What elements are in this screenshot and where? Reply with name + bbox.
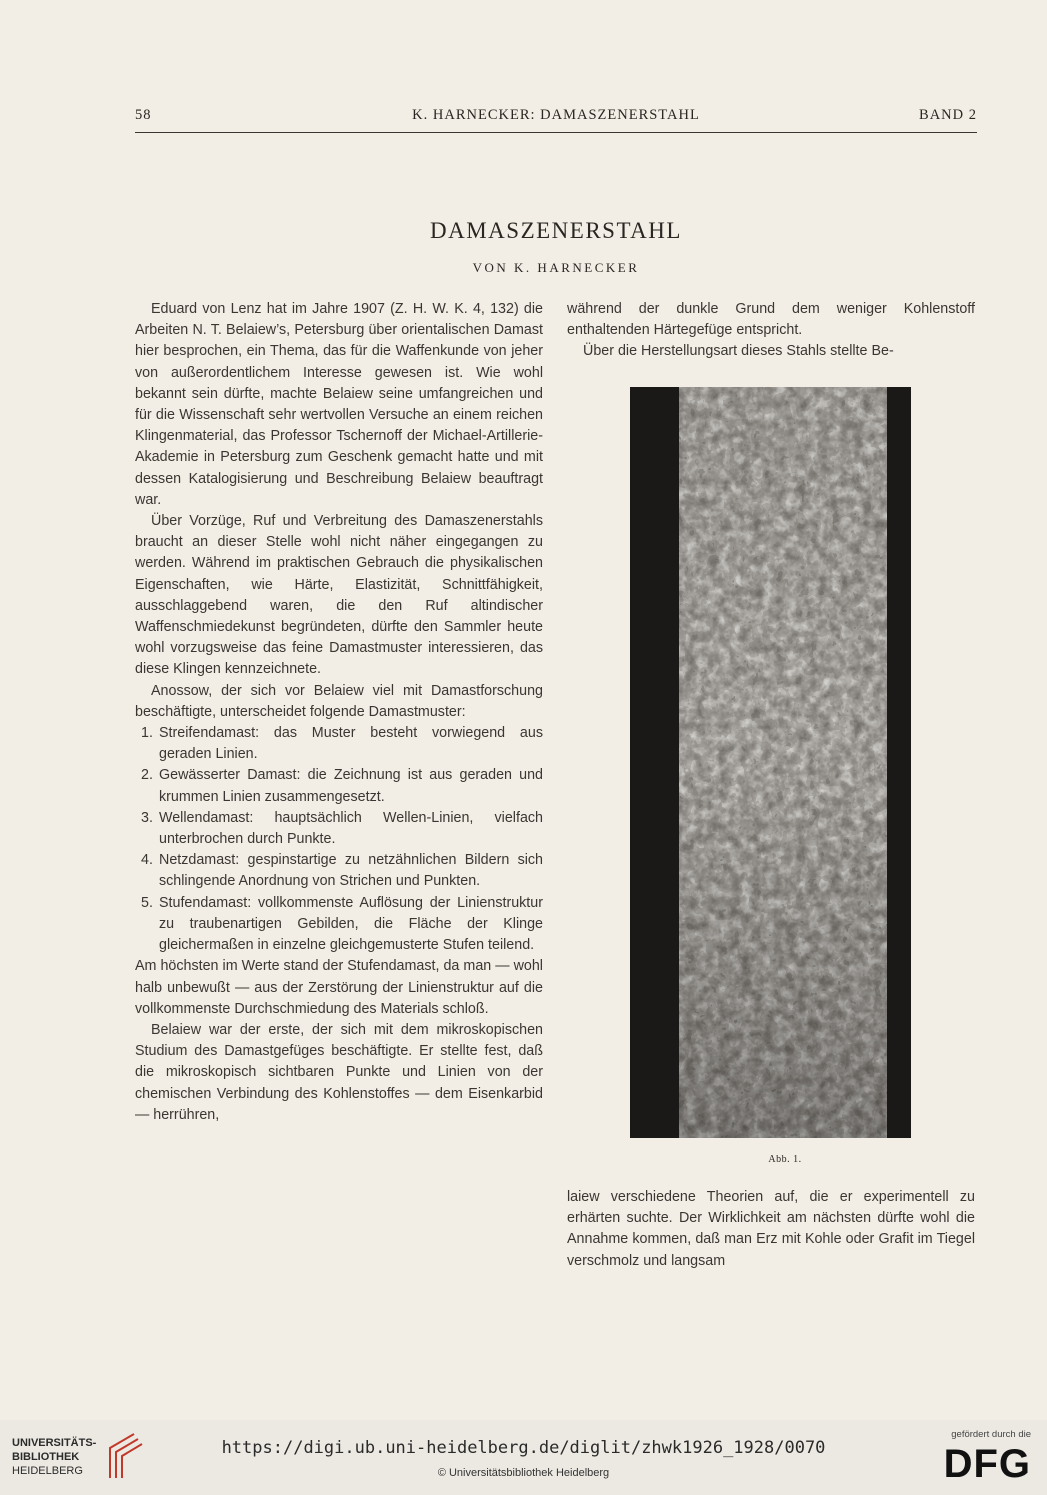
- list-text: Netzdamast: gespinstartige zu netzähnlichen Bildern sich schlingende Anordnung von Strichen und Punkten.: [159, 852, 543, 890]
- list-text: Wellendamast: hauptsächlich Wellen-Linien, vielfach unterbrochen durch Punkte.: [159, 809, 543, 848]
- right-column-bottom: [567, 1187, 975, 1272]
- article-title: DAMASZENERSTAHL: [430, 218, 682, 243]
- left-column: [135, 299, 543, 1126]
- paragraph: Eduard von Lenz hat im Jahre 1907 (Z. H. W. K. 4, 132) die Arbeiten N. T. Belaiew’s, Petersburg über orientalischen Damast hier besprochen, ein Thema, das für die Waffenkunde von jeher von außerordentlichem Interesse gewesen ist. Wie wohl bekannt sein dürfte, machte Belaiew seine umfangreichen und für die Wissenschaft sehr wertvollen Versuche an einem reichen Klingenmaterial, das Professor Tschernoff der Michael-Artillerie-Akademie in Petersburg zum Geschenk gemacht hatte und mit dessen Katalogisierung und Beschreibung Belaiew beauftragt war.: [135, 301, 543, 508]
- library-city-line: HEIDELBERG: [12, 1465, 83, 1477]
- paragraph: Über Vorzüge, Ruf und Verbreitung des Damaszenerstahls braucht an dieser Stelle wohl nicht näher eingegangen zu werden. Während im praktischen Gebrauch die physikalischen Eigenschaften, wie Härte, Elastizität, Schnittfähigkeit, ausschlaggebend waren, die den Ruf altindischer Waffenschmiedekunst begründeten, dürfte den Sammler heute wohl vorzugsweise das feine Damastmuster interessieren, das diese Klingen kennzeichnete.: [135, 513, 543, 678]
- list-item: [135, 723, 543, 765]
- list-item: [135, 893, 543, 957]
- damask-pattern-list: [135, 723, 543, 956]
- list-text: Streifendamast: das Muster besteht vorwiegend aus geraden Linien.: [159, 725, 543, 763]
- paragraph: laiew verschiedene Theorien auf, die er experimentell zu erhärten suchte. Der Wirklichkeit am nächsten dürfte wohl die Annahme kommen, daß man Erz mit Kohle oder Grafit im Tiegel verschmolz und langsam: [567, 1189, 975, 1269]
- header-rule: [135, 132, 977, 133]
- running-title: K. HARNECKER: DAMASZENERSTAHL: [412, 107, 700, 123]
- figure-caption: Abb. 1.: [768, 1154, 802, 1165]
- library-name-line: UNIVERSITÄTS-: [12, 1437, 97, 1449]
- paragraph: Über die Herstellungsart dieses Stahls stellte Be-: [583, 343, 894, 360]
- right-column-top: [567, 299, 975, 363]
- running-header: [135, 107, 977, 129]
- article-byline: VON K. HARNECKER: [472, 260, 640, 275]
- list-number: 5.: [141, 894, 153, 911]
- page-number: 58: [135, 107, 152, 123]
- list-item: [135, 808, 543, 850]
- volume-label: BAND 2: [919, 107, 977, 123]
- list-text: Stufendamast: vollkommenste Auflösung der Linienstruktur zu traubenartigen Gebilden, die Fläche der Klinge gleichermaßen in einzelne gleichgemusterte Stufen teilend.: [159, 894, 543, 954]
- paragraph: während der dunkle Grund dem weniger Kohlenstoff enthaltenden Härtegefüge entspricht.: [567, 301, 975, 339]
- library-name-line: BIBLIOTHEK: [12, 1451, 80, 1463]
- paragraph: Am höchsten im Werte stand der Stufendamast, da man — wohl halb unbewußt — aus der Zerstörung der Linienstruktur auf die vollkommenste Durchschmiedung des Materials schloß.: [135, 958, 543, 1017]
- dfg-logo[interactable]: DFG: [943, 1442, 1031, 1486]
- paragraph: Anossow, der sich vor Belaiew viel mit Damastforschung beschäftigte, unterscheidet folgende Damastmuster:: [135, 682, 543, 720]
- list-number: 3.: [141, 809, 153, 826]
- list-number: 4.: [141, 852, 153, 869]
- list-item: [135, 850, 543, 892]
- copyright-notice: © Universitätsbibliothek Heidelberg: [437, 1467, 610, 1479]
- paragraph: Belaiew war der erste, der sich mit dem mikroskopischen Studium des Damastgefüges beschäftigte. Er stellte fest, daß die mikroskopisch sichtbaren Punkte und Linien von der chemischen Verbindung des Kohlenstoffes — dem Eisenkarbid — herrühren,: [135, 1021, 543, 1123]
- list-item: [135, 765, 543, 807]
- list-number: 1.: [141, 725, 153, 742]
- funding-label: gefördert durch die: [951, 1429, 1031, 1440]
- list-number: 2.: [141, 767, 153, 784]
- permalink-url[interactable]: https://digi.ub.uni-heidelberg.de/diglit/zhwk1926_1928/0070: [221, 1438, 826, 1458]
- damask-blade-photo: [630, 387, 911, 1138]
- list-text: Gewässerter Damast: die Zeichnung ist aus geraden und krummen Linien zusammengesetzt.: [159, 767, 543, 805]
